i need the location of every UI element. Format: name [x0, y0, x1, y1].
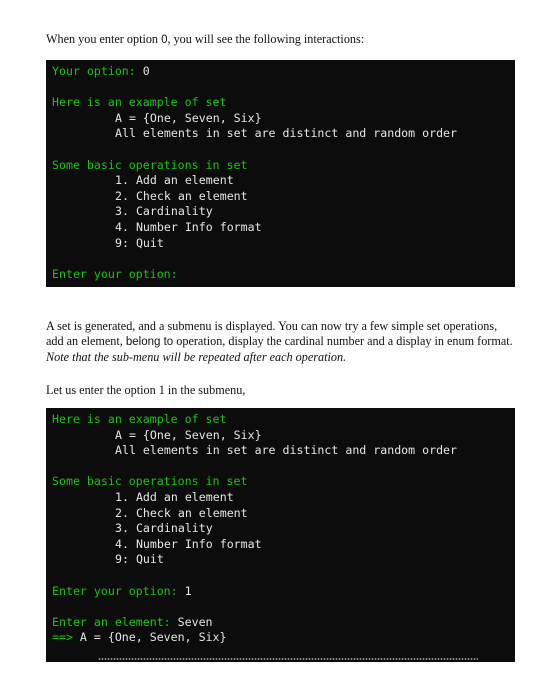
intro-prefix: When you enter option [46, 32, 162, 46]
menu-item: 9: Quit [115, 552, 164, 567]
italic-note: Note that the sub-menu will be repeated after each operation. [46, 350, 347, 364]
example-title: Here is an example of set [52, 95, 227, 110]
intro-option: 0 [161, 34, 168, 46]
enter-option-line: Enter your option: 1 [52, 583, 192, 598]
menu-item: 3. Cardinality [115, 521, 213, 536]
enter-option-prompt: Enter your option: [52, 266, 178, 281]
lead-text: Let us enter the option 1 in the submenu, [46, 383, 246, 397]
result-set: A = {One, Seven, Six} [79, 630, 227, 645]
prompt-value: 0 [142, 64, 150, 78]
menu-title: Some basic operations in set [52, 474, 248, 489]
result-arrow: ==> [52, 630, 80, 645]
option-value: 1 [184, 583, 192, 598]
menu-title: Some basic operations in set [52, 157, 248, 172]
intro-text [46, 32, 516, 48]
console-output-2 [46, 408, 515, 662]
menu-item: 4. Number Info format [115, 219, 262, 234]
menu-item: 1. Add an element [115, 173, 234, 188]
set-note: All elements in set are distinct and random order [115, 443, 458, 458]
set-line: A = {One, Seven, Six} [115, 427, 262, 442]
example-title: Here is an example of set [52, 412, 227, 426]
element-value: Seven [177, 614, 213, 629]
prompt-line [52, 64, 509, 80]
set-line: A = {One, Seven, Six} [115, 110, 262, 125]
menu-item: 2. Check an element [115, 188, 248, 203]
menu-item: 2. Check an element [115, 505, 248, 520]
set-note: All elements in set are distinct and random order [115, 126, 458, 141]
prompt-label: Your option: [52, 64, 143, 78]
console-output-1 [46, 60, 515, 287]
menu-item: 3. Cardinality [115, 204, 213, 219]
intro-suffix: , you will see the following interactions: [167, 32, 365, 46]
description-paragraph: A set is generated, and a submenu is displayed. You can now try a few simple set operations, add an element, belong to operation, display the cardinal number and a display in enum format. Note that the sub-menu will be repeated after each operation. [46, 319, 513, 364]
menu-item: 9: Quit [115, 235, 164, 250]
dotted-divider [98, 658, 478, 660]
menu-item: 1. Add an element [115, 489, 234, 504]
enter-element-line: Enter an element: Seven [52, 614, 213, 629]
menu-item: 4. Number Info format [115, 536, 262, 551]
result-line [52, 630, 509, 646]
